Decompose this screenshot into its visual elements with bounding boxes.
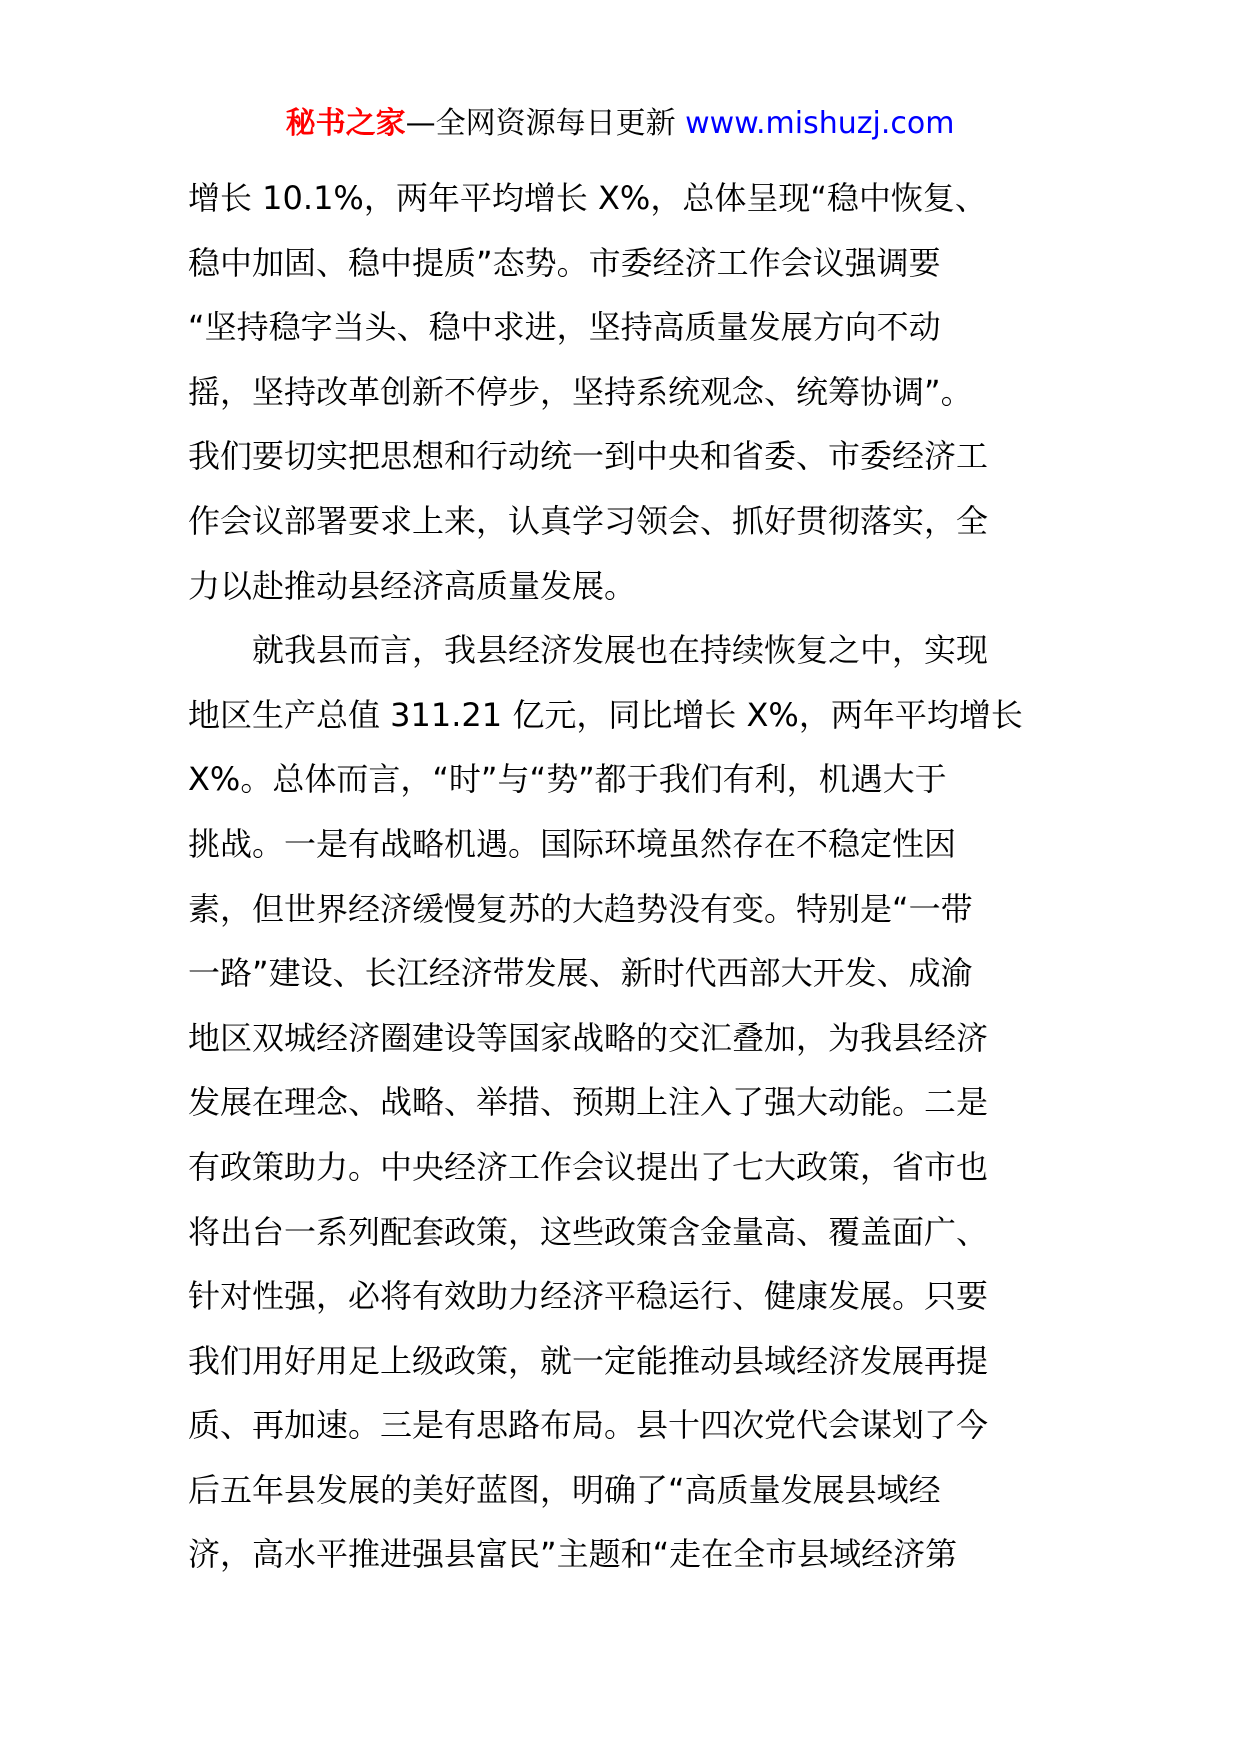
body-line: 地区双城经济圈建设等国家战略的交汇叠加，为我县经济	[188, 1018, 989, 1057]
brand-name: 秘书之家	[285, 106, 406, 141]
body-line: 有政策助力。中央经济工作会议提出了七大政策，省市也	[188, 1147, 989, 1186]
body-line: 摇，坚持改革创新不停步，坚持系统观念、统筹协调”。	[188, 372, 973, 411]
body-line: 力以赴推动县经济高质量发展。	[188, 566, 637, 605]
body-line: 后五年县发展的美好蓝图，明确了“高质量发展县域经	[188, 1470, 941, 1509]
body-line: 济，高水平推进强县富民”主题和“走在全市县域经济第	[188, 1535, 958, 1574]
body-line: 一路”建设、长江经济带发展、新时代西部大开发、成渝	[188, 954, 973, 993]
body-line: 就我县而言，我县经济发展也在持续恢复之中，实现	[188, 631, 989, 670]
body-line: 挑战。一是有战略机遇。国际环境虽然存在不稳定性因	[188, 824, 957, 863]
body-line: 针对性强，必将有效助力经济平稳运行、健康发展。只要	[188, 1277, 989, 1316]
website-url[interactable]: www.mishuzj.com	[685, 106, 955, 141]
body-line: 增长 10.1%，两年平均增长 X%，总体呈现“稳中恢复、	[188, 179, 987, 217]
body-line: 发展在理念、战略、举措、预期上注入了强大动能。二是	[188, 1083, 989, 1122]
header-slogan: —全网资源每日更新	[405, 106, 686, 141]
body-line: “坚持稳字当头、稳中求进，坚持高质量发展方向不动	[188, 308, 941, 347]
body-line: 作会议部署要求上来，认真学习领会、抓好贯彻落实，全	[188, 501, 989, 540]
body-line: 我们要切实把思想和行动统一到中央和省委、市委经济工	[188, 437, 989, 476]
page-header	[0, 104, 1240, 144]
body-line: 我们用好用足上级政策，就一定能推动县域经济发展再提	[188, 1341, 989, 1380]
body-line: 地区生产总值 311.21 亿元，同比增长 X%，两年平均增长	[188, 695, 1023, 734]
body-line: 将出台一系列配套政策，这些政策含金量高、覆盖面广、	[188, 1212, 989, 1251]
body-line: X%。总体而言，“时”与“势”都于我们有利，机遇大于	[188, 760, 947, 799]
body-line: 质、再加速。三是有思路布局。县十四次党代会谋划了今	[188, 1406, 989, 1445]
body-line: 素，但世界经济缓慢复苏的大趋势没有变。特别是“一带	[188, 889, 973, 928]
body-line: 稳中加固、稳中提质”态势。市委经济工作会议强调要	[188, 243, 941, 282]
document-body	[188, 166, 1068, 1587]
